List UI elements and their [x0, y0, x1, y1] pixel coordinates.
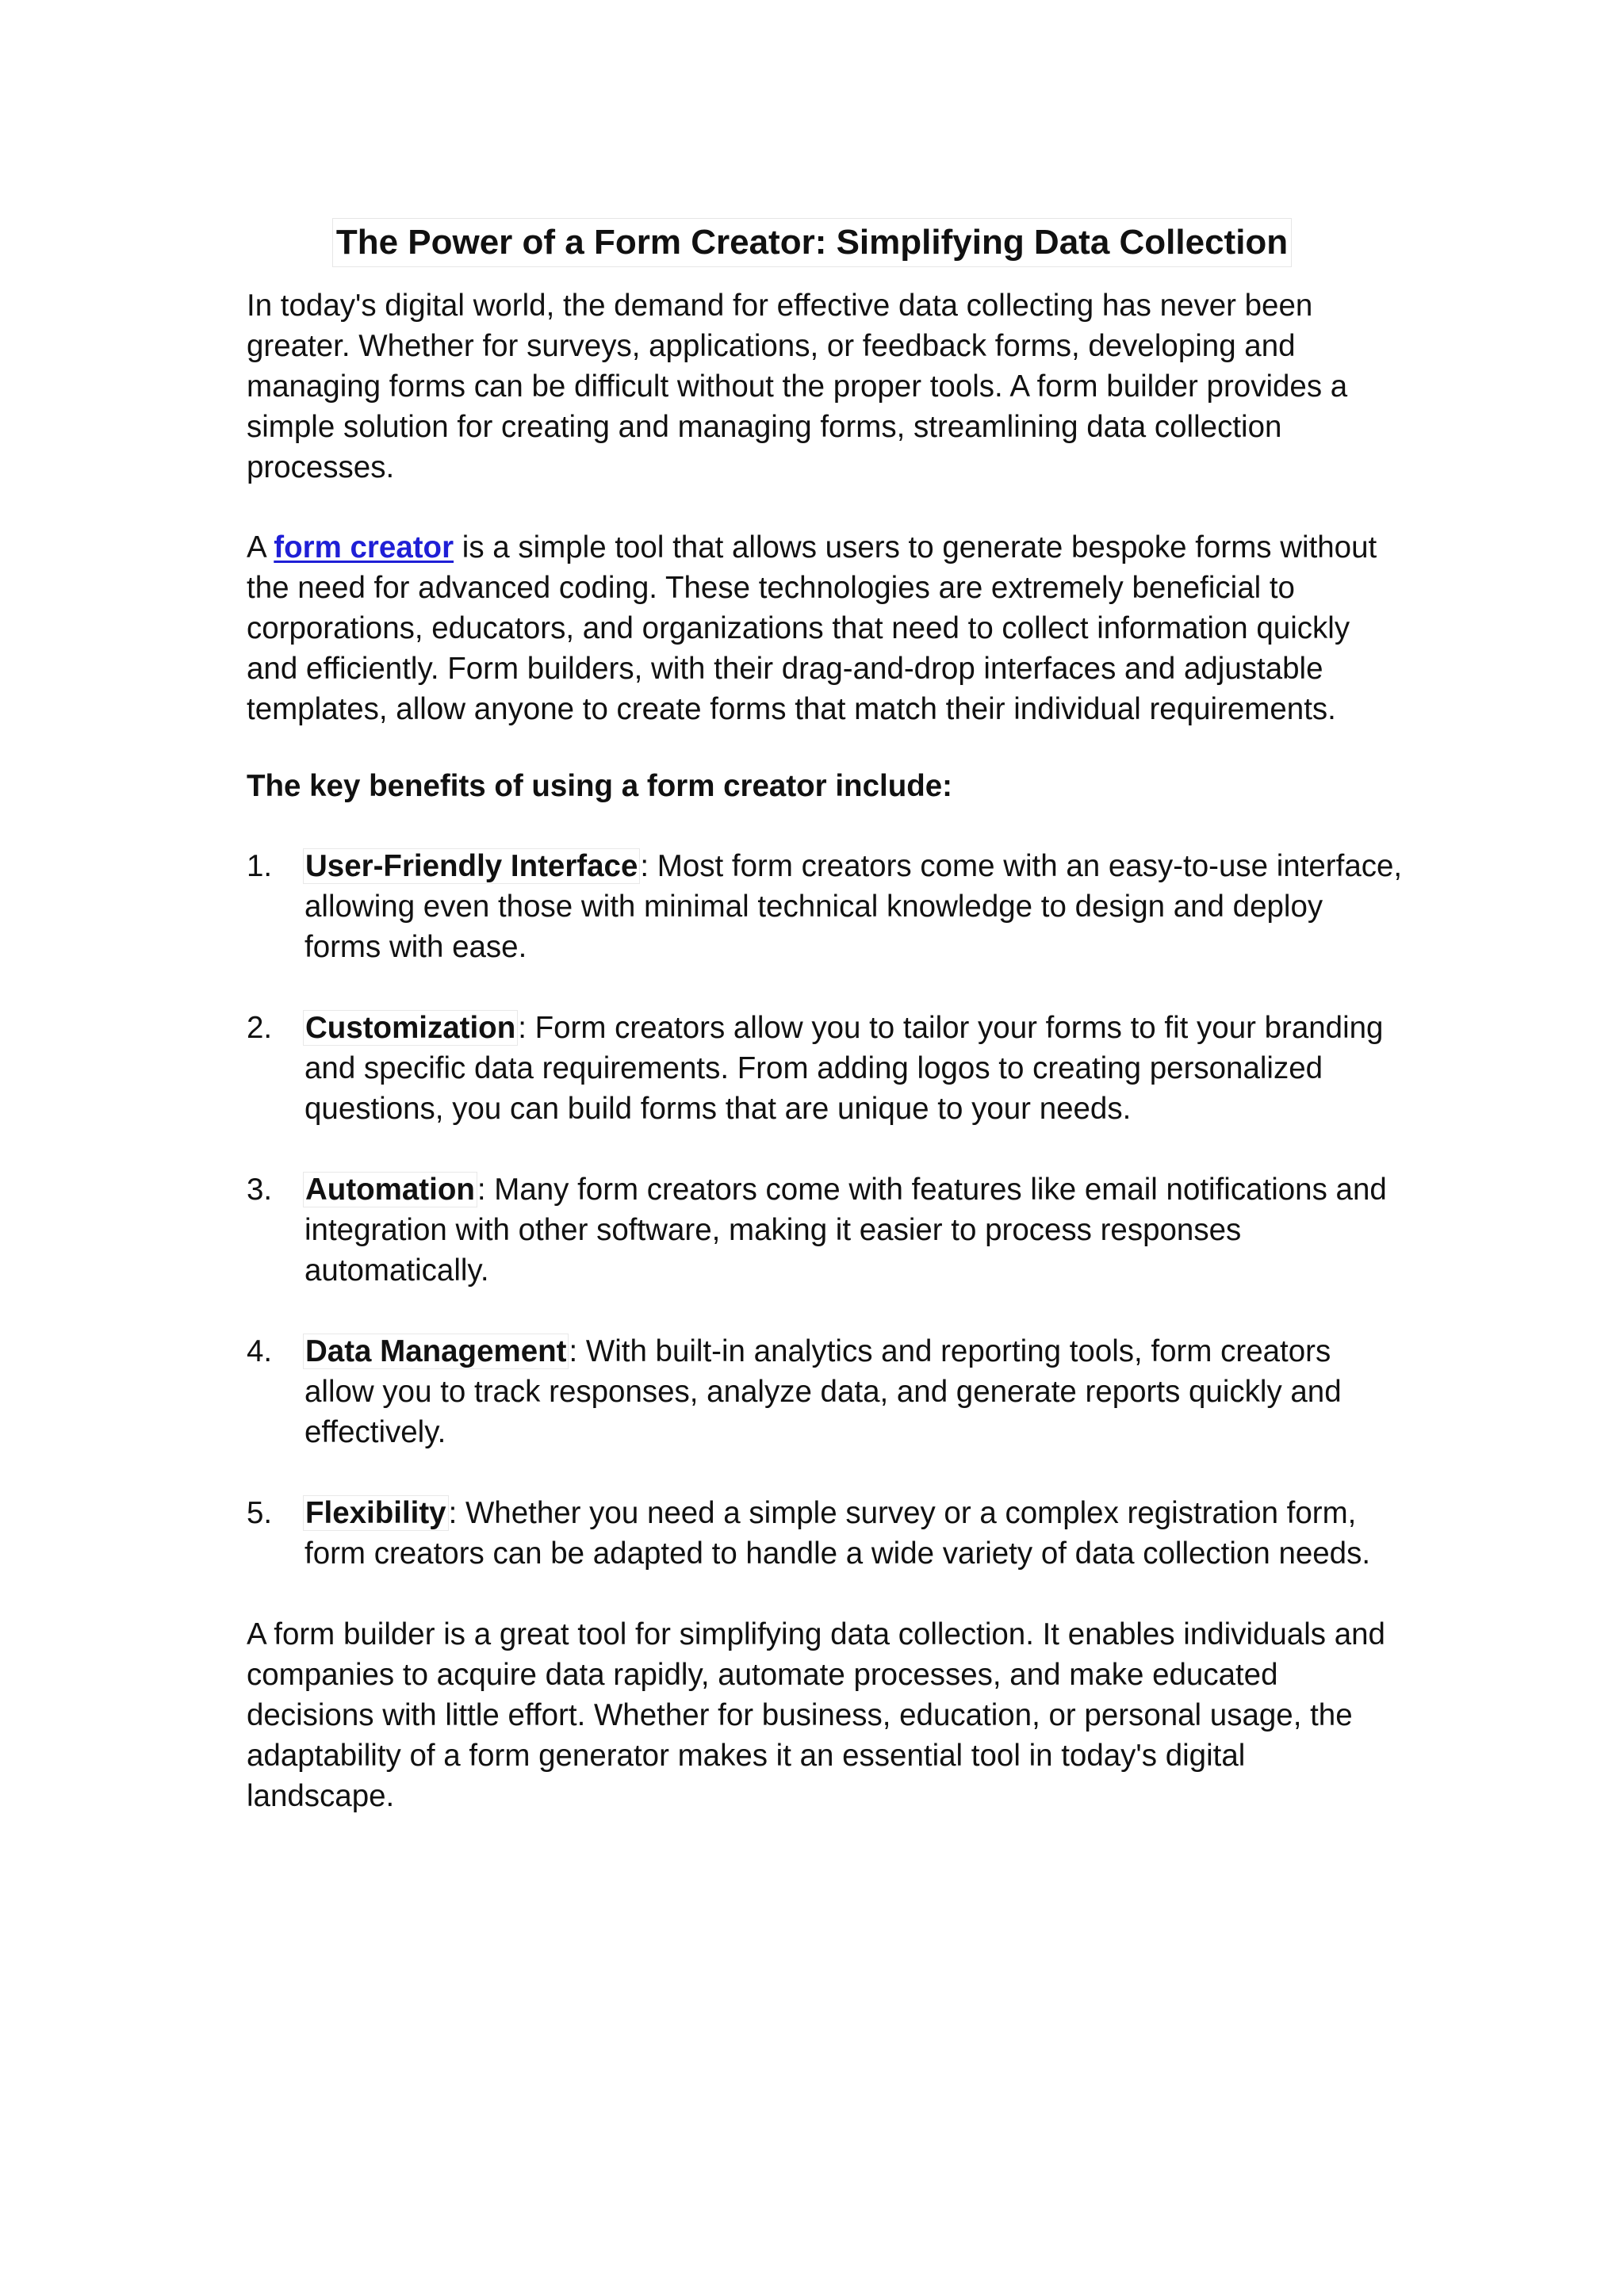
benefit-item-automation — [247, 1169, 1404, 1291]
definition-text: is a simple tool that allows users to generate bespoke forms without the need for advanced coding. These technologies are extremely beneficial to corporations, educators, and organizations that need to collect information quickly and efficiently. Form builders, with their drag-and-drop interfaces and adjustable templates, allow anyone to create forms that match their individual requirements. — [247, 530, 1377, 726]
title-container — [0, 195, 1624, 291]
benefit-description: : Whether you need a simple survey or a complex registration form, form creators can be adapted to handle a wide variety of data collection needs. — [304, 1496, 1371, 1571]
benefit-number: 5. — [247, 1496, 273, 1530]
definition-prefix: A — [247, 530, 274, 564]
benefit-term: Flexibility — [303, 1495, 449, 1531]
benefit-term: User-Friendly Interface — [303, 848, 640, 884]
benefit-item-data-management — [247, 1331, 1404, 1452]
benefit-content — [304, 1169, 1404, 1291]
document-title: The Power of a Form Creator: Simplifying Data Collection — [332, 218, 1292, 267]
benefit-term: Data Management — [303, 1334, 569, 1369]
benefit-term: Automation — [303, 1172, 477, 1207]
form-creator-link[interactable]: form creator — [274, 530, 454, 564]
benefit-number: 1. — [247, 849, 273, 883]
benefit-number: 3. — [247, 1173, 273, 1207]
closing-paragraph: A form builder is a great tool for simplifying data collection. It enables individuals and companies to acquire data rapidly, automate processes, and make educated decisions with little effort. Whether for business, education, or personal usage, the adaptability of a form generator makes it an essential tool in today's digital landscape. — [247, 1617, 1385, 1813]
benefit-description: : With built-in analytics and reporting tools, form creators allow you to track responses, analyze data, and generate reports quickly and effectively. — [304, 1334, 1342, 1449]
benefit-content — [304, 1493, 1404, 1574]
benefit-description: : Most form creators come with an easy-to-use interface, allowing even those with minimal technical knowledge to design and deploy forms with ease. — [304, 849, 1403, 964]
intro-paragraph: In today's digital world, the demand for effective data collecting has never been greater. Whether for surveys, applications, or feedback forms, developing and managing forms can be difficult without the proper tools. A form builder provides a simple solution for creating and managing forms, streamlining data collection processes. — [247, 289, 1348, 484]
benefit-number: 2. — [247, 1011, 273, 1045]
benefit-item-customization — [247, 1008, 1404, 1129]
benefit-description: : Form creators allow you to tailor your forms to fit your branding and specific data requirements. From adding logos to creating personalized questions, you can build forms that are unique to your needs. — [304, 1011, 1384, 1126]
benefit-item-user-friendly-interface — [247, 846, 1404, 967]
benefit-term: Customization — [303, 1010, 518, 1046]
benefit-number: 4. — [247, 1334, 273, 1368]
benefits-heading: The key benefits of using a form creator include: — [247, 769, 952, 803]
benefit-item-flexibility — [247, 1493, 1404, 1574]
benefit-content — [304, 1008, 1404, 1129]
benefit-content — [304, 1331, 1404, 1452]
definition-paragraph — [247, 527, 1396, 729]
benefit-description: : Many form creators come with features like email notifications and integration with other software, making it easier to process responses automatically. — [304, 1173, 1387, 1288]
benefit-content — [304, 846, 1404, 967]
